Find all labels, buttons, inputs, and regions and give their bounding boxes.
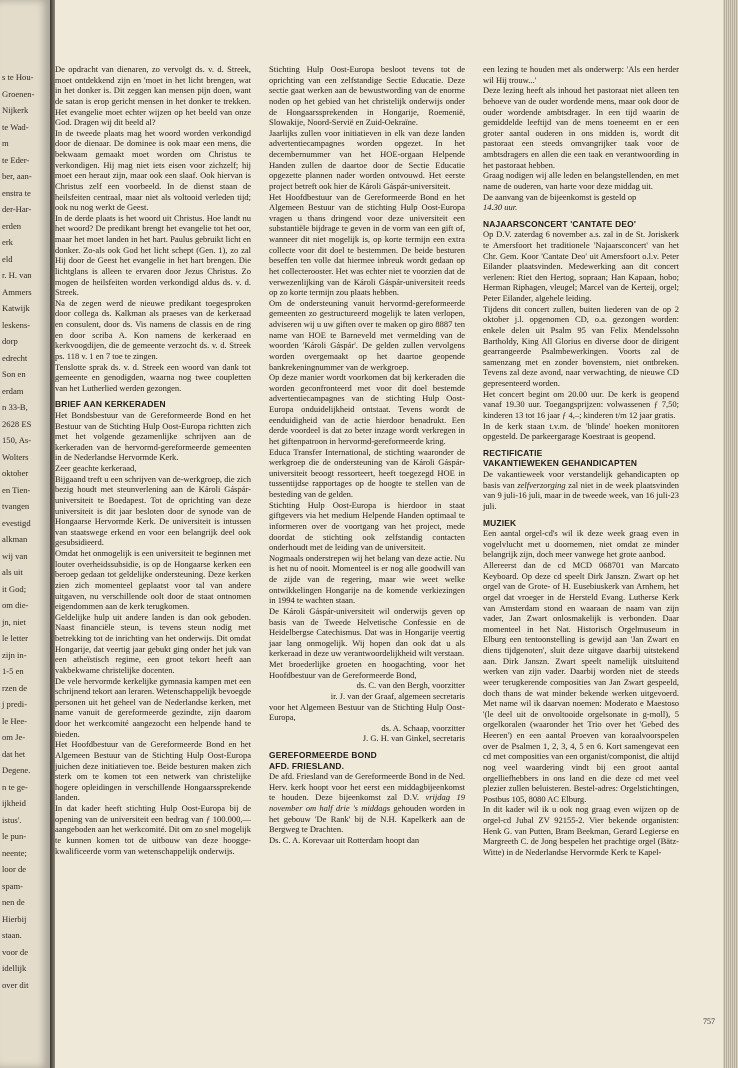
page-edge: [723, 0, 738, 1068]
previous-page-fragment: neente;: [2, 847, 27, 858]
paragraph: In dit kader wil ik u ook nog graag even wijzen op de orgel-cd Jubal ZV 92155-2. Vier bekende organisten: Henk G. van Putten, Bram Beekman, Gerard Legierse en Margreeth C. de Jong bespelen het prachtige orgel (Bätz-Witte) in de Nederlandse Hervormde Kerk te Kapel-: [483, 804, 679, 857]
previous-page-fragment: om Je-: [2, 732, 26, 742]
previous-page-fragment: om die-: [2, 600, 29, 610]
signature-line: J. G. H. van Ginkel, secretaris: [362, 733, 465, 744]
paragraph: Omdat het onmogelijk is een universiteit te beginnen met louter overheidssubsidie, is op de Hongaarse kerken een beroep gedaan tot geldelijke ondersteuning. Deze kerken zien zich momenteel geplaatst voor tal van andere uitgaven, nu verschillende oolt door de staat ontnomen eigendommen aan de kerk terugkomen.: [55, 548, 251, 612]
paragraph: Deze lezing heeft als inhoud het pastoraat niet alleen ten behoeve van de ouder wordende mens, maar ook door de ouder wordende ambtsdrager. In een tijd waarin de gemiddelde leeftijd van de mens toeneemt en er een groter aantal ouderen in ons midden is, wordt dit pastoraat een steeds omvangrijker taak voor de ambtsdragers en allen die een taak en verantwoording in het pastoraat hebben.: [483, 85, 679, 170]
previous-page-fragment: ijkheid: [2, 798, 26, 808]
previous-page-fragment: enstra te: [2, 187, 31, 198]
previous-page-fragment: istus'.: [2, 814, 22, 825]
heading-afd-friesland: AFD. FRIESLAND.: [269, 760, 345, 771]
previous-page-fragment: staan.: [2, 930, 22, 940]
paragraph: Bijgaand treft u een schrijven van de-werkgroep, die zich bezig houdt met steunverlening aan de Károli Gáspár-universiteit te Boedapest. Tot de oprichting van deze universiteit is dit jaar besloten door de synode van de Hongaarse Hervormde Kerk. De universiteit is intussen van staatswege erkend en voor een belangrijk deel ook gesubsidieerd.: [55, 473, 251, 548]
previous-page-fragment: loor de: [2, 864, 27, 874]
previous-page-fragment: dorp: [2, 336, 18, 346]
emphasis: vrijdag 19 november om half drie 's middags: [269, 792, 465, 814]
text-run: gehouden worden in het gebouw 'De Rank' bij de N.H. Kapelkerk aan de Bergweg te Drachten.: [269, 803, 465, 835]
paragraph: Het Bondsbestuur van de Gereformeerde Bond en het Bestuur van de Stichting Hulp Oost-Europa richtten zich met het volgende gezamenlijke schrijven aan de kerkeraden van de hervormd-gereformeerde gemeenten in de Nederlandse Hervormde Kerk.: [55, 409, 251, 463]
text-run: De afd. Friesland van de Gereformeerde Bond in de Ned. Herv. kerk hoopt voor het eerst een middagbijeenkomst te houden. Deze bijeenkomst zal D.V.: [269, 771, 465, 803]
previous-page-fragment: Hierbij: [2, 913, 27, 924]
previous-page-fragment: rzen de: [2, 682, 28, 693]
paragraph: Educa Transfer International, de stichting waaronder de werkgroep die de ondersteuning van de Károli Gáspár-universiteit beoogt ressorteert, heeft toegezegd HOE in tussentijdse rapportages op de hoogte te stellen van de besteding van de gelden.: [269, 446, 465, 499]
text-run: zal niet in de week plaatsvinden van 9 juli-16 juli, maar in de tweede week, van 16 juli-23 juli.: [483, 479, 679, 511]
previous-page-fragment: te Eder-: [2, 154, 30, 165]
previous-page-fragment: als uit: [2, 567, 23, 577]
previous-page-fragment: wij van: [2, 550, 28, 561]
column-3: [483, 64, 679, 858]
paragraph: In de derde plaats is het woord uit Christus. Hoe landt nu het woord? De predikant brengt het evangelie tot het oor, maar het moet landen in het hart. Paulus gebruikt licht en donker. Zo-als ook God het licht schept (Gen. 1), zo zal Hij door de Geest het evangelie in het hart brengen. Die lichtglans is alleen te ervaren door Jezus Christus. Zo mogen de heilsfeiten worden verkondigd aldus ds. v. d. Streek.: [55, 212, 251, 298]
previous-page-fragment: m: [2, 138, 9, 148]
previous-page-fragment: n 33-B,: [2, 402, 28, 412]
paragraph: De Károli Gáspár-universiteit wil onderwijs geven op basis van de Tweede Helvetische Confessie en de Heidelbergse Catechismus. Dat was in Hongarije veertig jaar lang onmogelijk. Wij hopen dan ook dat u als kerkeraad in deze uw verantwoordelijkheid wilt verstaan.: [269, 605, 465, 659]
previous-page-fragment: en Tien-: [2, 484, 31, 495]
heading-brief-aan-kerkeraden: BRIEF AAN KERKERADEN: [55, 399, 166, 410]
previous-page-fragment: erk: [2, 237, 13, 247]
previous-page-margin: [0, 0, 50, 1068]
signature-line: ds. C. van den Bergh, voorzitter: [356, 680, 465, 691]
previous-page-fragment: Katwijk: [2, 303, 30, 313]
previous-page-fragment: idellijk: [2, 963, 27, 973]
paragraph: Een aantal orgel-cd's wil ik deze week graag even in vogelvlucht met u doornemen, niet omdat ze minder belangrijk zijn, doch meer vanwege het grote aanbod.: [483, 528, 679, 560]
previous-page-fragment: s te Hou-: [2, 72, 34, 82]
previous-page-fragment: it God;: [2, 583, 27, 594]
previous-page-fragment: Son en: [2, 369, 26, 379]
previous-page-fragment: erden: [2, 220, 22, 231]
previous-page-fragment: dat het: [2, 748, 26, 759]
paragraph: Allereerst dan de cd MCD 068701 van Marcato Keyboard. Op deze cd speelt Dirk Janszn. Zwart op het orgel van de Grote- of H. Eusebiuskerk van Arnhem, het orgel dat vroeger in de Hersteld Evang. Lutherse Kerk van Amsterdam stond en waaraan de naam van zijn vader, Jan Zwart onlosmakelijk is verbonden. Daar momenteel in het Nat. Historisch Orgelmuseum in Elburg een tentoonstelling is gewijd aan 'Jan Zwart en diens tijdgenoten', sluit deze uitgave daarbij uitstekend aan. Dirk Janszn. Zwart speelt namelijk uitsluitend werken van zijn vader. Daarbij worden niet de steeds weer terugkerende composities van Jan Zwart gespeeld, doch thans de wat minder bekende werken uitgevoerd. Met name wil ik daarvan noemen: Moderato e Maestoso '(le deel uit de onvoltooide orgelsonate in g-moll), 5 orgelkoralen (waaronder het Trio over het 'Gebed des Heeren') en een aantal Proeven van koraalvoorspelen over de Psalmen 1, 2, 3, 4, 5 en 6. Kort samengevat een cd met composities van een organist/componist, die altijd nog veel waardering vindt bij een groot aantal orgelliefhebbers in ons land en die deze cd met veel plezier zullen beluisteren. Bestel-adres: Orgelstichtingen, Postbus 105, 8080 AC Elburg.: [483, 560, 679, 804]
previous-page-fragment: r. H. van: [2, 270, 32, 280]
paragraph: Met broederlijke groeten en hoogachting, voor het Hoofdbestuur van de Gereformeerde Bond,: [269, 659, 465, 680]
paragraph: een lezing te houden met als onderwerp: 'Als een herder wil Hij trouw...': [483, 64, 679, 85]
signature-line: ds. A. Schaap, voorzitter: [381, 722, 465, 733]
column-1: [55, 64, 251, 856]
previous-page-fragment: ber, aan-: [2, 171, 32, 181]
paragraph: De opdracht van dienaren, zo vervolgt ds. v. d. Streek, moet ontdekkend zijn en 'moet in het licht brengen, wat in het donker is. Dit zeggen kan mensen pijn doen, want de satan is erop gericht mensen in het donker te trekken. Het evangelie moet echter wijzen op het beeld van onze God. Dragen wij dit beeld al?: [55, 64, 251, 128]
paragraph: De vele hervormde kerkelijke gymnasia kampen met een schrijnend tekort aan leraren. Wetenschappelijk bevoegde personen uit het geheel van de Nederlandse kerken, met name vanuit de gereformeerde gezindte, zijn daarom door het werkcomité aangezocht een helpende hand te bieden.: [55, 675, 251, 739]
signature-line: ir. J. van der Graaf, algemeen secretaris: [330, 690, 465, 701]
paragraph: Stichting Hulp Oost-Europa is hierdoor in staat giftgevers via het medium Helpende Handen optimaal te informeren over de voortgang van het project, mede doordat de stichting ook zelfstandig contacten onderhoudt met de leiding van de universiteit.: [269, 499, 465, 553]
previous-page-fragment: le letter: [2, 633, 29, 643]
paragraph: Om de ondersteuning vanuit hervormd-gereformeerde gemeenten zo gestructureerd mogelijk te laten verlopen, adviseren wij u uw giften over te maken op giro 8887 ten name van HOE te Barneveld met vermelding van de woorden 'Károli Gáspár'. De gelden zullen vervolgens worden overgemaakt op het daartoe geopende bankrekeningnummer van de werkgroep.: [269, 297, 465, 372]
emphasis: zelfverzorging: [517, 479, 566, 490]
paragraph: In de tweede plaats mag het woord worden verkondigd door de dienaar. De dominee is ook maar een mens, die bekwaam gemaakt moet worden om Christus te verkondigen. Hij mag niet iets eisen voor zichzelf; hij moet een heraut zijn, maar ook een slaaf. Ook hiervan is Christus zelf een voorbeeld. In de dienst staan de heilsfeiten centraal, maar niet als voltooid verleden tijd; ook nu nog werkt de Geest.: [55, 127, 251, 213]
heading-najaarsconcert: NAJAARSCONCERT 'CANTATE DEO': [483, 218, 637, 229]
previous-page-fragment: le Hee-: [2, 715, 28, 726]
paragraph: Ds. C. A. Korevaar uit Rotterdam hoopt dan: [269, 834, 420, 845]
magazine-page: [55, 0, 723, 1068]
salutation: Zeer geachte kerkeraad,: [55, 463, 137, 474]
previous-page-fragment: evestigd: [2, 517, 31, 528]
previous-page-fragment: erdam: [2, 385, 24, 396]
previous-page-fragment: le pun-: [2, 831, 27, 841]
heading-muziek: MUZIEK: [483, 517, 517, 528]
previous-page-fragment: voor de: [2, 946, 29, 957]
paragraph: [483, 192, 679, 213]
heading-gereformeerde-bond: GEREFORMEERDE BOND: [269, 750, 377, 760]
previous-page-fragment: edrecht: [2, 352, 28, 363]
previous-page-fragment: nen de: [2, 897, 25, 907]
previous-page-fragment: tvangen: [2, 501, 30, 511]
previous-page-fragment: Ammers: [2, 286, 32, 297]
previous-page-fragment: jn, niet: [2, 616, 26, 627]
paragraph: Na de zegen werd de nieuwe predikant toegesproken door collega ds. Kalkman als praeses van de kerkeraad en consulent, door ds. Vis namens de classis en de ring en door scriba A. Kon namens de kerkeraad en kerkvoogdijen, die de gemeente verzocht ds. v. d. Streek ps. 118 v. 1 en 7 toe te zingen.: [55, 297, 251, 361]
paragraph: Het Hoofdbestuur van de Gereformeerde Bond en het Algemeen Bestuur van de Stichting Hulp Oost-Europa juichen deze initiatieven toe. Beide besturen maken zich sterk om te komen tot een netwerk van christelijke hogere opleidingen in verschillende Hongaarssprekende landen.: [55, 739, 251, 803]
previous-page-fragment: spam-: [2, 880, 24, 891]
previous-page-fragment: Wolters: [2, 451, 29, 462]
emphasis: 14.30 uur.: [483, 202, 518, 213]
previous-page-fragment: 2628 ES: [2, 418, 32, 429]
previous-page-fragment: n te ge-: [2, 781, 28, 792]
page-number: 757: [703, 1017, 715, 1026]
text-run: De vakantieweek voor verstandelijk gehandicapten op basis van: [483, 469, 679, 490]
paragraph: Op deze manier wordt voorkomen dat bij kerkeraden die worden geconfronteerd met voor dit doel bestemde advertentiecampagnes van de stichting Hulp Oost-Europa onduidelijkheid ontstaat. Tevens wordt de eenduidigheid van de actie hierdoor benadrukt. Een derde voordeel is dat zo beter inzage wordt verkregen in het giftenpatroon in hervormd-gereformeerde kring.: [269, 372, 465, 446]
previous-page-fragment: Nijkerk: [2, 105, 29, 115]
paragraph: Tenslotte sprak ds. v. d. Streek een woord van dank tot gemeente en genodigden, waarna nog twee coupletten van het Lutherlied werden gezongen.: [55, 361, 251, 393]
heading-rectificatie: RECTIFICATIE: [483, 447, 543, 458]
paragraph: In dat kader heeft stichting Hulp Oost-Europa bij de opening van de universiteit een bedrag van ƒ 100.000,— aangeboden aan het werkcomité. Dit om zo snel mogelijk te kunnen komen tot de uitbouw van deze hooggekwalificeerde vorm van wetenschappelijk onderwijs.: [55, 803, 251, 856]
text-run: De aanvang van de bijeenkomst is gesteld op: [483, 191, 637, 202]
paragraph: Graag nodigen wij alle leden en belangstellenden, en met name de ouderen, van harte voor deze middag uit.: [483, 170, 679, 191]
previous-page-fragment: 150, As-: [2, 435, 32, 445]
paragraph: Op D.V. zaterdag 6 november a.s. zal in de St. Joriskerk te Amersfoort het traditionele 'Najaarsconcert' van het Chr. Gem. Koor 'Cantate Deo' uit Amersfoort o.l.v. Peter Eilander plaatsvinden. Medewerking aan dit concert verlenen: Riet den Hertog, sopraan; Han Kapaan, hobo; Herman Riphagen, vleugel; Marcel van de Kerteij, orgel; Peter Eilander, algehele leiding.: [483, 229, 679, 304]
previous-page-fragment: Degene.: [2, 765, 31, 775]
paragraph: Tijdens dit concert zullen, buiten liederen van de op 2 oktober j.l. opgenomen CD, o.a. gezongen worden: enkele delen uit Psalm 95 van Felix Mendelssohn Bartholdy, King All Glorius en diverse door de dirigent gearrangeerde Psalmbewerkingen. Voorts zal de samenzang met en zonder bovenstem, niet ontbreken. Tevens zal deze avond, naar verwachting, de nieuwe CD gepresenteerd worden.: [483, 303, 679, 389]
paragraph: Geldelijke hulp uit andere landen is dan ook geboden. Naast financiële steun, is tevens steun nodig met betrekking tot de inrichting van het onderwijs. Dit omdat Hongarije, dat veertig jaar gebukt ging onder het juk van een atheïstisch regime, een groot tekort heeft aan vakbekwame christelijke docenten.: [55, 611, 251, 675]
heading-vakantieweken: VAKANTIEWEKEN GEHANDICAPTEN: [483, 458, 638, 469]
paragraph: In de kerk staan t.v.m. de 'blinde' hoeken monitoren opgesteld. De parkeergarage Koestraat is geopend.: [483, 420, 679, 442]
paragraph: Stichting Hulp Oost-Europa besloot tevens tot de oprichting van een zelfstandige Sectie Educatie. Deze sectie gaat werken aan de bewustwording van de enorme noden op het gebied van het christelijk onderwijs onder de Hongaarssprekenden in Hongarije, Roemenië, Slowakije, Noord-Servië en Zuid-Oekraïne.: [269, 64, 465, 128]
paragraph: [269, 771, 465, 835]
paragraph: Nogmaals onderstrepen wij het belang van deze actie. Nu is het nu of nooit. Momenteel is er nog alle goodwill van de zijde van de regering, maar wie weet welke ontwikkelingen Hongarije na de komende verkiezingen in 1994 te wachten staan.: [269, 552, 465, 606]
previous-page-fragment: te Wad-: [2, 121, 29, 132]
paragraph: Jaarlijks zullen voor initiatieven in elk van deze landen advertentiecampagnes worden opgezet. In het decembernummer van het HOE-orgaan Helpende Handen zullen de daartoe door de Sectie Educatie opgezette plannen nader worden ontvouwd. Het eerste project betreft ook hier de Károli Gáspár-universiteit.: [269, 127, 465, 191]
previous-page-fragment: 1-5 en: [2, 666, 24, 676]
previous-page-fragment: alkman: [2, 534, 28, 544]
paragraph: Het concert begint om 20.00 uur. De kerk is geopend vanaf 19.30 uur. Toegangsprijzen: volwassenen ƒ 7,50; kinderen 13 tot 16 jaar ƒ 4,–; kinderen t/m 12 jaar gratis.: [483, 388, 679, 420]
paragraph: [483, 469, 679, 512]
previous-page-fragment: leskens-: [2, 319, 31, 330]
previous-page-fragment: der-Har-: [2, 204, 32, 214]
previous-page-fragment: oktober: [2, 468, 29, 478]
previous-page-fragment: Groenen-: [2, 88, 35, 99]
column-2: [269, 64, 465, 846]
paragraph: Het Hoofdbestuur van de Gereformeerde Bond en het Algemeen Bestuur van de stichting Hulp Oost-Europa vragen u thans dringend voor deze universiteit een substantiële bijdrage te geven in de vorm van een gift of, wanneer dit niet mogelijk is, op korte termijn een extra collecte voor dit doel te bestemmen. De beide besturen beseffen ten volle dat hiermee inbreuk wordt gedaan op het collecterooster. Het was echter niet te voorzien dat de verwezenlijking van de Károli Gáspár-universiteit reeds op zo korte termijn zou plaats hebben.: [269, 191, 465, 298]
previous-page-fragment: eld: [2, 253, 13, 264]
paragraph: voor het Algemeen Bestuur van de Stichting Hulp Oost-Europa,: [269, 701, 465, 723]
previous-page-fragment: over dit: [2, 979, 29, 990]
previous-page-fragment: zijn in-: [2, 649, 27, 660]
previous-page-fragment: j predi-: [2, 699, 28, 709]
